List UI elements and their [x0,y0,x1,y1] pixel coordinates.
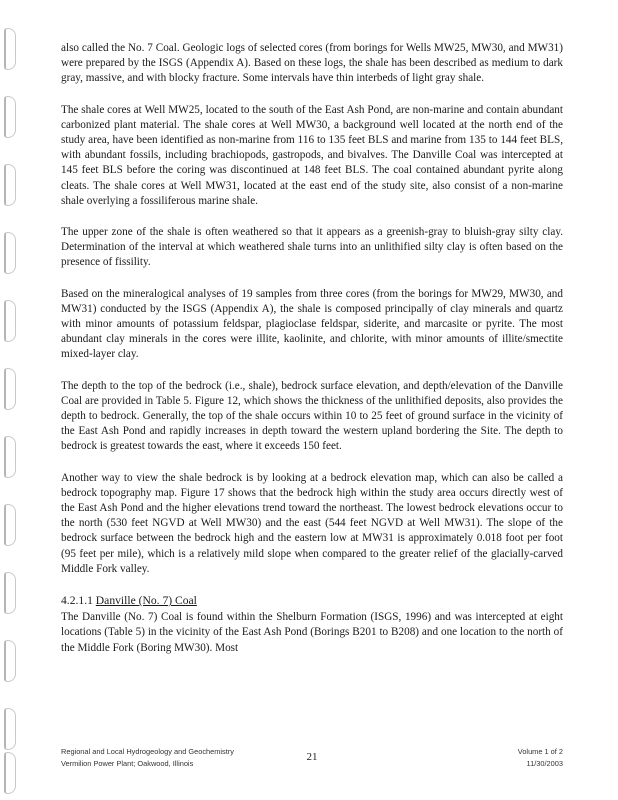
footer-volume: Volume 1 of 2 [517,747,563,756]
paragraph-bedrock-depth: The depth to the top of the bedrock (i.e., shale), bedrock surface elevation, and depth/elevation of the Danville Coal are provided in Table 5. Figure 12, which shows the thickness of the unlithified deposits, also provides the depth to bedrock. Generally, the top of the shale occurs within 10 to 25 feet of ground surface in the vicinity of the East Ash Pond and rapidly increases in depth toward the western upland bordering the Site. The depth to bedrock is greatest towards the east, where it exceeds 150 feet. [61,379,563,453]
paragraph-shale-cores: The shale cores at Well MW25, located to the south of the East Ash Pond, are non-marine and contain abundant carbonized plant material. The shale cores at Well MW30, a background well located at the north end of the study area, have been identified as non-marine from 116 to 135 feet BLS and marine from 135 to 144 feet BLS, with abundant fossils, including brachiopods, gastropods, and bivalves. The Danville Coal was intercepted at 145 feet BLS before the coring was discontinued at 148 feet BLS. The coal contained abundant pyrite along cleats. The shale cores at Well MW31, located at the east end of the study site, also consist of a non-marine shale overlying a fossiliferous marine shale. [61,103,563,207]
binder-ring-icon [4,232,16,274]
binder-ring-icon [4,96,16,138]
page-footer [61,746,563,780]
paragraph-weathered-shale: The upper zone of the shale is often weathered so that it appears as a greenish-gray to bluish-gray silty clay. Determination of the interval at which weathered shale turns into an unlithified silty clay is often based on the presence of fissility. [61,226,563,269]
binder-ring-icon [4,164,16,206]
binder-ring-icon [4,504,16,546]
footer-date: 11/30/2003 [526,759,563,768]
paragraph-danville-coal: The Danville (No. 7) Coal is found within the Shelburn Formation (ISGS, 1996) and was intercepted at eight locations (Table 5) in the vicinity of the East Ash Pond (Borings B201 to B208) and one location to the north of the Middle Fork (Boring MW30). Most [61,611,563,654]
binder-ring-icon [4,708,16,750]
binder-ring-icon [4,572,16,614]
page-number: 21 [306,751,318,763]
footer-report-title: Regional and Local Hydrogeology and Geochemistry [61,747,234,756]
section-number: 4.2.1.1 [61,594,93,608]
binder-holes [0,0,22,800]
section-heading [61,593,563,608]
section-title: Danville (No. 7) Coal [95,594,197,608]
binder-ring-icon [4,640,16,682]
binder-ring-icon [4,436,16,478]
page-body [61,41,563,672]
footer-location: Vermilion Power Plant; Oakwood, Illinois [61,759,194,768]
footer-right [518,746,563,770]
paragraph-mineralogy: Based on the mineralogical analyses of 19 samples from three cores (from the borings for MW29, MW30, and MW31) conducted by the ISGS (Appendix A), the shale is composed principally of clay minerals and quartz with minor amounts of potassium feldspar, plagioclase feldspar, siderite, and marcasite or pyrite. The most abundant clay minerals in the cores were illite, kaolinite, and chlorite, with minor amounts of illite/smectite mixed-layer clay. [61,287,563,361]
binder-ring-icon [4,368,16,410]
paragraph-shale-logs: also called the No. 7 Coal. Geologic logs of selected cores (from borings for Wells MW25, MW30, and MW31) were prepared by the ISGS (Appendix A). Based on these logs, the shale has been described as medium to dark gray, massive, and with blocky fracture. Some intervals have thin interbeds of light gray shale. [61,42,563,85]
binder-ring-icon [4,300,16,342]
binder-ring-icon [4,28,16,70]
binder-ring-icon [4,752,16,794]
paragraph-bedrock-elevation: Another way to view the shale bedrock is by looking at a bedrock elevation map, which can also be called a bedrock topography map. Figure 17 shows that the bedrock high within the study area occurs directly west of the East Ash Pond and the higher elevations trend toward the northeast. The lowest bedrock elevations occur to the north (530 feet NGVD at Well MW30) and the east (544 feet NGVD at Well MW31). The slope of the bedrock surface between the bedrock high and the eastern low at MW31 is approximately 0.018 foot per foot (95 feet per mile), which is a relatively mild slope when compared to the greater relief of the glacially-carved Middle Fork valley. [61,471,563,575]
